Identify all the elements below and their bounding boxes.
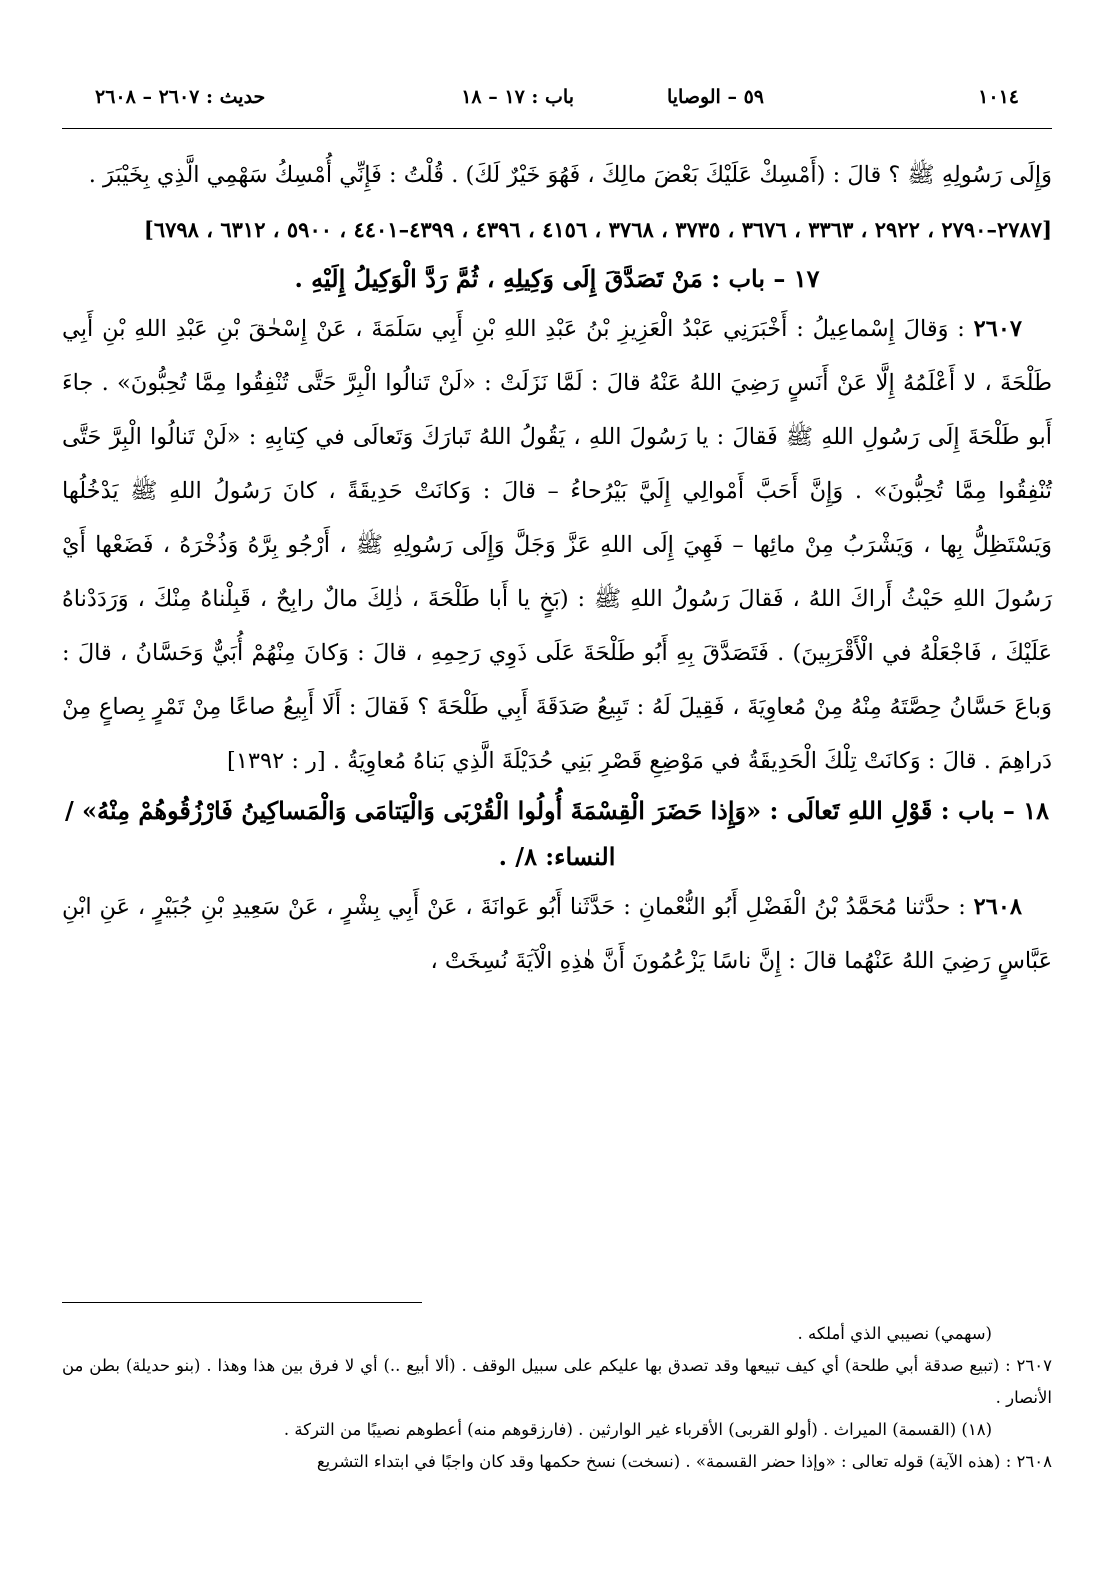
hadith-number: ٢٦٠٨ (973, 894, 1022, 920)
cross-references: [٢٧٨٧–٢٧٩٠ ، ٢٩٢٢ ، ٣٣٦٣ ، ٣٦٧٦ ، ٣٧٣٥ ، ٣٧٦٨ ، ٤١٥٦ ، ٤٣٩٦ ، ٤٣٩٩–٤٤٠١ ، ٥٩٠٠ ، ٦٣١٢ ، ٦٧٩٨] (143, 217, 1052, 242)
footnote (62, 1446, 1052, 1478)
book-title: ٥٩ – الوصايا (666, 86, 764, 108)
chapter-18-heading: ١٨ – باب : قَوْلِ اللهِ تَعالَى : «وَإِذا حَضَرَ الْقِسْمَةَ أُولُوا الْقُرْبَى وَالْيَتامَى وَالْمَساكِينُ فَارْزُقُوهُمْ مِنْهُ» /النساء: ٨/ . (64, 796, 1050, 871)
footnote-marker: ٢٦٠٨ : (1005, 1452, 1052, 1471)
chapter-17-heading: ١٧ – باب : مَنْ تَصَدَّقَ إِلَى وَكِيلِهِ ، ثُمَّ رَدَّ الْوَكِيلُ إِلَيْهِ . (294, 264, 820, 293)
hadith-text: : حدَّثنا مُحَمَّدُ بْنُ الْفَضْلِ أَبُو النُّعْمانِ : حَدَّثَنا أَبُو عَوانَةَ ، عَنْ أَبِي بِشْرٍ ، عَنْ سَعِيدِ بْنِ جُبَيْرٍ ، عَنِ ابْنِ عَبَّاسٍ رَضِيَ اللهُ عَنْهُما قالَ : إِنَّ ناسًا يَزْعُمُونَ أَنَّ هٰذِهِ الْآيَةَ نُسِخَتْ ، (62, 894, 1052, 974)
hadith-reference: [ر : ١٣٩٢] (227, 748, 326, 774)
hadith-number: ٢٦٠٧ (973, 316, 1022, 342)
footnote-text: (هذه الآية) قوله تعالى : «وإذا حضر القسمة» . (نسخت) نسخ حكمها وقد كان واجبًا في ابتداء التشريع (316, 1452, 1001, 1471)
hadith-2607 (62, 302, 1052, 788)
hadith-2608 (62, 880, 1052, 988)
footnotes (62, 1318, 1052, 1478)
footnote (62, 1414, 1052, 1446)
main-text (62, 148, 1052, 988)
footnote-text: (١٨) (القسمة) الميراث . (أولو القربى) الأقرباء غير الوارثين . (فارزقوهم منه) أعطوهم نصيبًا من التركة . (283, 1420, 992, 1439)
hadith-range: حديث : ٢٦٠٧ – ٢٦٠٨ (95, 86, 266, 108)
page-number: ١٠١٤ (978, 86, 1019, 108)
hadith-continuation: وَإِلَى رَسُولِهِ ﷺ ؟ قالَ : (أَمْسِكْ عَلَيْكَ بَعْضَ مالِكَ ، فَهُوَ خَيْرٌ لَكَ) . قُلْتُ : فَإِنِّي أُمْسِكُ سَهْمِي الَّذِي بِخَيْبَرَ . (88, 162, 1052, 188)
footnote-text: (سهمي) نصيبي الذي أملكه . (797, 1324, 992, 1343)
header-divider (62, 128, 1052, 129)
page-header (95, 82, 1019, 118)
footnote-text: (تبيع صدقة أبي طلحة) أي كيف تبيعها وقد تصدق بها عليكم على سبيل الوقف . (ألا أبيع ..) أي لا فرق بين هذا وهذا . (بنو حديلة) بطن من الأنصار . (62, 1356, 1052, 1407)
footnote (62, 1318, 1052, 1350)
footnote-divider (62, 1302, 422, 1303)
hadith-text: : وَقالَ إِسْماعِيلُ : أَخْبَرَنِي عَبْدُ الْعَزِيزِ بْنُ عَبْدِ اللهِ بْنِ أَبِي سَلَمَةَ ، عَنْ إِسْحٰقَ بْنِ عَبْدِ اللهِ بْنِ أَبِي طَلْحَةَ ، لا أَعْلَمُهُ إِلَّا عَنْ أَنَسٍ رَضِيَ اللهُ عَنْهُ قالَ : لَمَّا نَزَلَتْ : «لَنْ تَنالُوا الْبِرَّ حَتَّى تُنْفِقُوا مِمَّا تُحِبُّونَ» . جاءَ أَبو طَلْحَةَ إِلَى رَسُولِ اللهِ ﷺ فَقالَ : يا رَسُولَ اللهِ ، يَقُولُ اللهُ تَبارَكَ وَتَعالَى في كِتابِهِ : «لَنْ تَنالُوا الْبِرَّ حَتَّى تُنْفِقُوا مِمَّا تُحِبُّونَ» . وَإِنَّ أَحَبَّ أَمْوالِي إِلَيَّ بَيْرُحاءُ – قالَ : وَكانَتْ حَدِيقَةً ، كانَ رَسُولُ اللهِ ﷺ يَدْخُلُها وَيَسْتَظِلُّ بِها ، وَيَشْرَبُ مِنْ مائِها – فَهِيَ إِلَى اللهِ عَزَّ وَجَلَّ وَإِلَى رَسُولِهِ ﷺ ، أَرْجُو بِرَّهُ وَذُخْرَهُ ، فَضَعْها أَيْ رَسُولَ اللهِ حَيْثُ أَراكَ اللهُ ، فَقالَ رَسُولُ اللهِ ﷺ : (بَخٍ يا أَبا طَلْحَةَ ، ذٰلِكَ مالٌ رابِحٌ ، قَبِلْناهُ مِنْكَ ، وَرَدَدْناهُ عَلَيْكَ ، فَاجْعَلْهُ في الْأَقْرَبِينَ) . فَتَصَدَّقَ بِهِ أَبُو طَلْحَةَ عَلَى ذَوِي رَحِمِهِ ، قالَ : وَكانَ مِنْهُمْ أُبَيٌّ وَحَسَّانُ ، قالَ : وَباعَ حَسَّانُ حِصَّتَهُ مِنْهُ مِنْ مُعاوِيَةَ ، فَقِيلَ لَهُ : تَبِيعُ صَدَقَةَ أَبِي طَلْحَةَ ؟ فَقالَ : أَلَا أَبِيعُ صاعًا مِنْ تَمْرٍ بِصاعٍ مِنْ دَراهِمَ . قالَ : وَكانَتْ تِلْكَ الْحَدِيقَةُ في مَوْضِعِ قَصْرِ بَنِي حُدَيْلَةَ الَّذِي بَناهُ مُعاوِيَةُ . (62, 316, 1052, 774)
footnote-marker: ٢٦٠٧ : (1005, 1356, 1052, 1375)
chapter-range: باب : ١٧ – ١٨ (461, 86, 574, 108)
footnote (62, 1350, 1052, 1414)
